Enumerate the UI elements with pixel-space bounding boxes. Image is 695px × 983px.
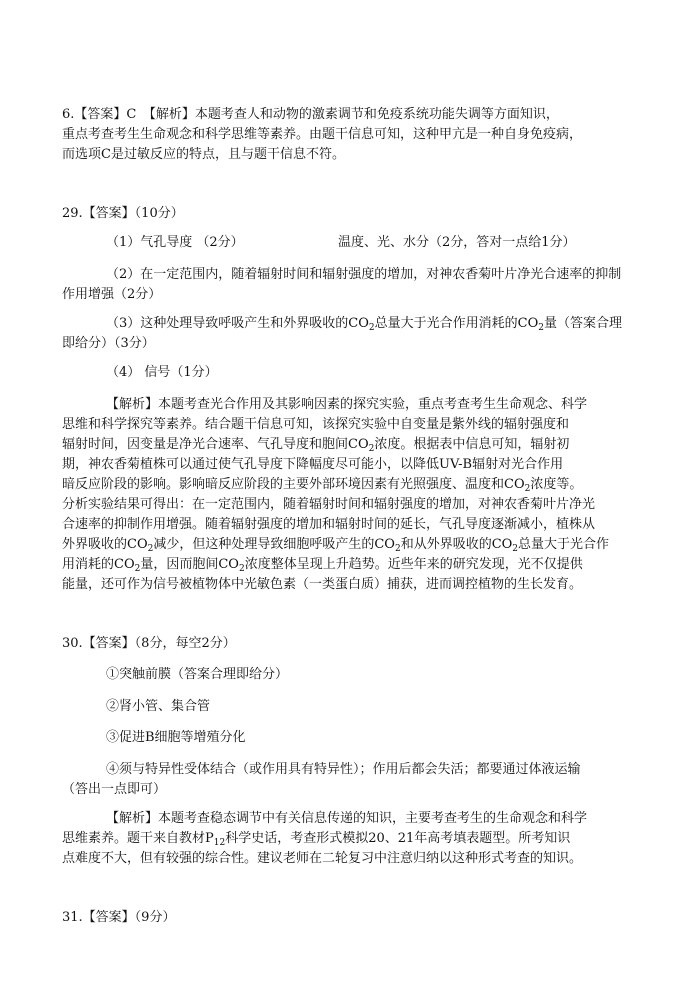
q29-explanation-line4: 期，神农香菊植株可以通过使气孔导度下降幅度尽可能小，以降低UV-B辐射对光合作用 [62,457,564,472]
q29-explanation-line1: 【解析】本题考查光合作用及其影响因素的探究实验，重点考查考生生命观念、科学 [106,397,588,412]
q30-header: 30.【答案】（8分，每空2分） [62,636,236,651]
q29-answer-3-line2: 即给分）（3分） [62,336,155,351]
q30-answer-4-line2: （答出一点即可） [62,782,167,797]
q29-answer-4: （4） 信号（1分） [106,365,218,380]
q6-answer-line1: 6.【答案】C 【解析】本题考查人和动物的激素调节和免疫系统功能失调等方面知识， [62,107,559,122]
q30-answer-3: ③促进B细胞等增殖分化 [106,730,246,745]
q30-answer-1: ①突触前膜（答案合理即给分） [106,667,289,682]
q29-answer-1-left: （1）气孔导度 （2分） [106,235,244,250]
q29-explanation-line3: 辐射时间，因变量是净光合速率、气孔导度和胞间$CO_2$浓度。根据表中信息可知，辐射初 [62,437,570,454]
q29-answer-2-line1: （2）在一定范围内，随着辐射时间和辐射强度的增加，对神农香菊叶片净光合速率的抑制 [106,267,622,282]
q29-answer-1-right: 温度、光、水分（2分，答对一点给1分） [338,235,576,250]
q29-explanation-line9: 用消耗的$CO_2$量，因而胞间$CO_2$浓度整体呈现上升趋势。近些年来的研究发现，光不仅提供 [62,557,583,574]
q6-answer-line2: 重点考查考生生命观念和科学思维等素养。由题干信息可知，这种甲亢是一种自身免疫病， [62,127,583,142]
q30-answer-2: ②肾小管、集合管 [106,699,211,714]
q31-header: 31.【答案】（9分） [62,910,176,925]
q29-explanation-line8: 外界吸收的$CO_2$减少，但这种处理导致细胞呼吸产生的$CO_2$和从外界吸收的$CO_2$总量大于光合作 [62,537,610,554]
q30-explanation-line3: 点难度不大，但有较强的综合性。建议老师在二轮复习中注意归纳以这种形式考查的知识。 [62,851,583,866]
q29-explanation-line10: 能量，还可作为信号被植物体中光敏色素（一类蛋白质）捕获，进而调控植物的生长发育。 [62,577,583,592]
q30-explanation-line2: 思维素养。题干来自教材$P_{12}$科学史话，考查形式模拟20、21年高考填表题型。所考知识 [62,831,571,848]
q29-header: 29.【答案】（10分） [62,206,184,221]
q29-answer-3-line1: （3）这种处理导致呼吸产生和外界吸收的$CO_2$总量大于光合作用消耗的$CO_2$量（答案合理 [106,316,622,333]
q29-explanation-line5: 暗反应阶段的影响。影响暗反应阶段的主要外部环境因素有光照强度、温度和$CO_2$浓度等。 [62,477,583,494]
q29-explanation-line7: 合速率的抑制作用增强。随着辐射强度的增加和辐射时间的延长，气孔导度逐渐减小，植株从 [62,517,596,532]
q30-explanation-line1: 【解析】本题考查稳态调节中有关信息传递的知识，主要考查考生的生命观念和科学 [106,811,588,826]
q29-answer-2-line2: 作用增强（2分） [62,287,162,302]
q29-explanation-line6: 分析实验结果可得出：在一定范围内，随着辐射时间和辐射强度的增加，对神农香菊叶片净光 [62,497,596,512]
q29-explanation-line2: 思维和科学探究等素养。结合题干信息可知，该探究实验中自变量是紫外线的辐射强度和 [62,417,570,432]
q6-answer-line3: 而选项C是过敏反应的特点，且与题干信息不符。 [62,147,345,162]
q30-answer-4-line1: ④须与特异性受体结合（或作用具有特异性）；作用后都会失活；都要通过体液运输 [106,762,581,777]
